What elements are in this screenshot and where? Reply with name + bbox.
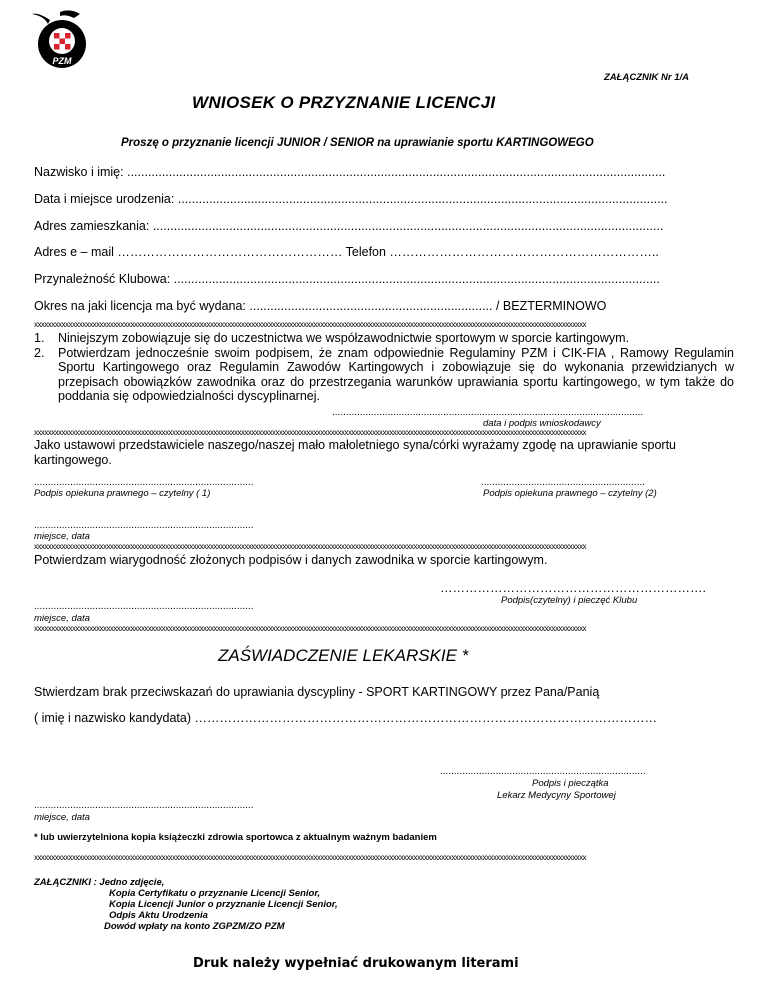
field-line: ……………………………………………… Telefon ………………………………………………………..: [117, 245, 659, 259]
guardian1-signature-line[interactable]: ...............................................................................: [34, 477, 254, 488]
separator: xxxxxxxxxxxxxxxxxxxxxxxxxxxxxxxxxxxxxxxxxxxxxxxxxxxxxxxxxxxxxxxxxxxxxxxxxxxxxxxxxxxxxxxxxxxxxxxxxxxxxxxxxxxxxxxxxxxxxxxxxxxxxxxxxxxxxxxxxxxxxxxxxxxxxxxxxxxxxxxx: [34, 428, 587, 437]
separator: xxxxxxxxxxxxxxxxxxxxxxxxxxxxxxxxxxxxxxxxxxxxxxxxxxxxxxxxxxxxxxxxxxxxxxxxxxxxxxxxxxxxxxxxxxxxxxxxxxxxxxxxxxxxxxxxxxxxxxxxxxxxxxxxxxxxxxxxxxxxxxxxxxxxxxxxxxxxxxxx: [34, 542, 587, 551]
separator: xxxxxxxxxxxxxxxxxxxxxxxxxxxxxxxxxxxxxxxxxxxxxxxxxxxxxxxxxxxxxxxxxxxxxxxxxxxxxxxxxxxxxxxxxxxxxxxxxxxxxxxxxxxxxxxxxxxxxxxxxxxxxxxxxxxxxxxxxxxxxxxxxxxxxxxxxxxxxxxx: [34, 320, 587, 329]
field-label: Adres zamieszkania:: [34, 219, 150, 233]
logo-text: PZM: [52, 56, 72, 66]
guardian-place-line[interactable]: ...............................................................................: [34, 520, 254, 531]
attachment-item: Odpis Aktu Urodzenia: [109, 910, 208, 921]
medical-title: ZAŚWIADCZENIE LEKARSKIE *: [218, 646, 469, 665]
field-label: Okres na jaki licencja ma być wydana:: [34, 299, 246, 313]
medical-footnote: * lub uwierzytelniona kopia książeczki zdrowia sportowca z aktualnym ważnym badaniem: [34, 832, 437, 843]
checkered-flag-icon: [54, 33, 71, 50]
applicant-signature-line[interactable]: ................................................................................................................: [332, 407, 644, 418]
attachment-ref: ZAŁĄCZNIK Nr 1/A: [604, 72, 689, 83]
declarations: [34, 331, 734, 404]
field-email-phone[interactable]: [34, 245, 659, 259]
footer-note: Druk należy wypełniać drukowanym literami: [193, 956, 519, 971]
field-club[interactable]: [34, 272, 660, 286]
candidate-field[interactable]: [34, 711, 657, 725]
guardian2-signature-caption: Podpis opiekuna prawnego – czytelny (2): [483, 488, 657, 499]
doctor-title-caption: Lekarz Medycyny Sportowej: [497, 790, 616, 801]
declaration-item: 2. Potwierdzam jednocześnie swoim podpisem, że znam odpowiednie Regulaminy PZM i CIK-FIA , Ramowy Regulamin Sportu Kartingowego oraz Regulamin Zawodów Kartingowych i zobowiązuje się do wykonania przewidzianych w przepisach obowiązków zawodnika oraz do przestrzegania warunków uprawiania sportu kartingowego, w tym także do poddania się odpowiedzialności dyscyplinarnej.: [34, 345, 734, 403]
medical-place-caption: miejsce, data: [34, 812, 90, 823]
page-title: WNIOSEK O PRZYZNANIE LICENCJI: [192, 93, 496, 112]
pzm-logo: [30, 8, 94, 72]
applicant-signature-caption: data i podpis wnioskodawcy: [483, 418, 601, 429]
guardian-place-caption: miejsce, data: [34, 531, 90, 542]
club-signature-caption: Podpis(czytelny) i pieczęć Klubu: [501, 595, 638, 606]
guardian1-signature-caption: Podpis opiekuna prawnego – czytelny ( 1): [34, 488, 211, 499]
field-line: ...........................................................................................................................................................: [127, 165, 666, 179]
field-line: ...................................................................... / BEZTERMINOWO: [249, 299, 607, 313]
field-label: Adres e – mail: [34, 245, 114, 259]
club-place-caption: miejsce, data: [34, 613, 90, 624]
declaration-item: 1. Niniejszym zobowiązuje się do uczestnictwa we współzawodnictwie sportowym w sporcie kartingowym.: [34, 331, 630, 345]
doctor-signature-line[interactable]: ..........................................................................: [440, 766, 646, 777]
field-name[interactable]: [34, 165, 665, 179]
doctor-signature-caption: Podpis i pieczątka: [532, 778, 609, 789]
guardian2-signature-line[interactable]: ...........................................................: [481, 477, 645, 488]
candidate-line: …………………………………………………………………………………………………: [194, 711, 657, 725]
candidate-label: ( imię i nazwisko kandydata): [34, 711, 192, 725]
guardian-consent: Jako ustawowi przedstawiciele naszego/naszej mało małoletniego syna/córki wyrażamy zgodę na uprawianie sportu kartingowego.: [34, 438, 676, 467]
field-line: ...................................................................................................................................................: [152, 219, 664, 233]
field-period[interactable]: [34, 299, 606, 313]
medical-statement: Stwierdzam brak przeciwskazań do uprawiania dyscypliny - SPORT KARTINGOWY przez Pana/Panią: [34, 685, 600, 699]
attachment-item: Dowód wpłaty na konto ZGPZM/ZO PZM: [104, 921, 285, 932]
club-confirmation: Potwierdzam wiarygodność złożonych podpisów i danych zawodnika w sporcie kartingowym.: [34, 553, 548, 567]
field-label: Nazwisko i imię:: [34, 165, 124, 179]
field-label: Przynależność Klubowa:: [34, 272, 171, 286]
field-birth[interactable]: [34, 192, 668, 206]
medical-place-line[interactable]: ...............................................................................: [34, 800, 254, 811]
field-address[interactable]: [34, 219, 663, 233]
attachment-item: Kopia Licencji Junior o przyznanie Licencji Senior,: [109, 899, 338, 910]
separator: xxxxxxxxxxxxxxxxxxxxxxxxxxxxxxxxxxxxxxxxxxxxxxxxxxxxxxxxxxxxxxxxxxxxxxxxxxxxxxxxxxxxxxxxxxxxxxxxxxxxxxxxxxxxxxxxxxxxxxxxxxxxxxxxxxxxxxxxxxxxxxxxxxxxxxxxxxxxxxxx: [34, 853, 587, 862]
page-subtitle: Proszę o przyznanie licencji JUNIOR / SENIOR na uprawianie sportu KARTINGOWEGO: [121, 137, 594, 149]
field-line: .............................................................................................................................................: [177, 192, 668, 206]
separator: xxxxxxxxxxxxxxxxxxxxxxxxxxxxxxxxxxxxxxxxxxxxxxxxxxxxxxxxxxxxxxxxxxxxxxxxxxxxxxxxxxxxxxxxxxxxxxxxxxxxxxxxxxxxxxxxxxxxxxxxxxxxxxxxxxxxxxxxxxxxxxxxxxxxxxxxxxxxxxxx: [34, 624, 587, 633]
field-label: Data i miejsce urodzenia:: [34, 192, 175, 206]
club-signature-line[interactable]: ……………………………………………………….: [440, 581, 706, 595]
field-line: ............................................................................................................................................: [173, 272, 660, 286]
attachments-label: ZAŁĄCZNIKI : Jedno zdjęcie,: [34, 877, 165, 888]
attachment-item: Kopia Certyfikatu o przyznanie Licencji Senior,: [109, 888, 321, 899]
club-place-line[interactable]: ...............................................................................: [34, 601, 254, 612]
